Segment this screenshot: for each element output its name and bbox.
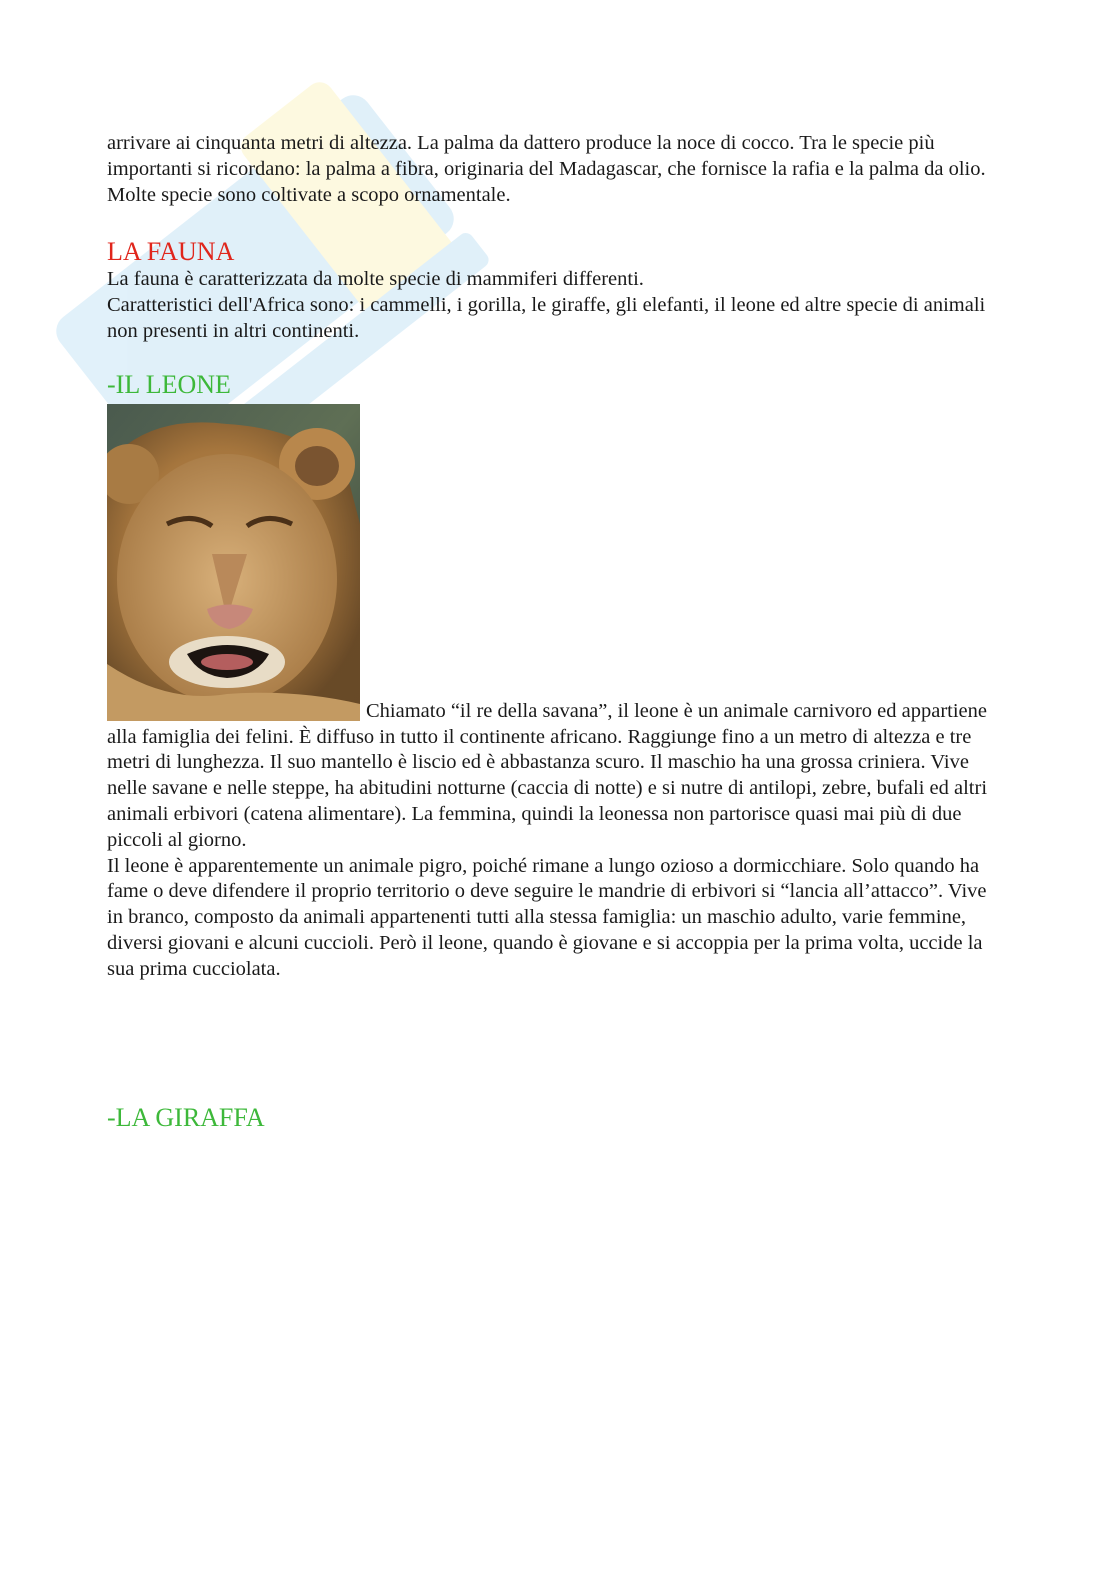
fauna-paragraph-2: Caratteristici dell'Africa sono: i cammelli, i gorilla, le giraffe, gli elefanti, il leone ed altre specie di animali non presenti in altri continenti. <box>107 294 986 342</box>
leone-paragraph-2: Il leone è apparentemente un animale pigro, poiché rimane a lungo ozioso a dormicchiare. Solo quando ha fame o deve difendere il proprio territorio o deve seguire le mandrie di erbivori si “lancia all’attacco”. Vive in branco, composto da animali appartenenti tutti alla stessa famiglia: un maschio adulto, varie femmine, diversi giovani e alcuni cuccioli. Però il leone, quando è giovane e si accoppia per la prima volta, uccide la sua prima cucciolata. <box>107 854 987 980</box>
heading-la-fauna: LA FAUNA <box>107 237 235 267</box>
fauna-paragraph-1: La fauna è caratterizzata da molte specie di mammiferi differenti. <box>107 268 644 291</box>
leone-paragraph-1-text: Chiamato “il re della savana”, il leone è un animale carnivoro ed appartiene alla famiglia dei felini. È diffuso in tutto il continente africano. Raggiunge fino a un metro di altezza e tre metri di lunghezza. Il suo mantello è liscio ed è abbastanza scuro. Il maschio ha una grossa criniera. Vive nelle savane e nelle steppe, ha abitudini notturne (caccia di notte) e si nutre di antilopi, zebre, bufali ed altri animali erbivori (catena alimentare). La femmina, quindi la leonessa non partorisce quasi mai più di due piccoli al giorno. <box>107 699 988 851</box>
lion-photo <box>107 404 360 721</box>
leone-paragraph-1 <box>107 400 1007 854</box>
heading-il-leone: -IL LEONE <box>107 369 231 399</box>
document-page <box>107 131 1007 1133</box>
heading-la-giraffa: -LA GIRAFFA <box>107 1102 265 1132</box>
intro-paragraph: arrivare ai cinquanta metri di altezza. La palma da dattero produce la noce di cocco. Tra le specie più importanti si ricordano: la palma a fibra, originaria del Madagascar, che fornisce la rafia e la palma da olio. Molte specie sono coltivate a scopo ornamentale. <box>107 132 986 206</box>
